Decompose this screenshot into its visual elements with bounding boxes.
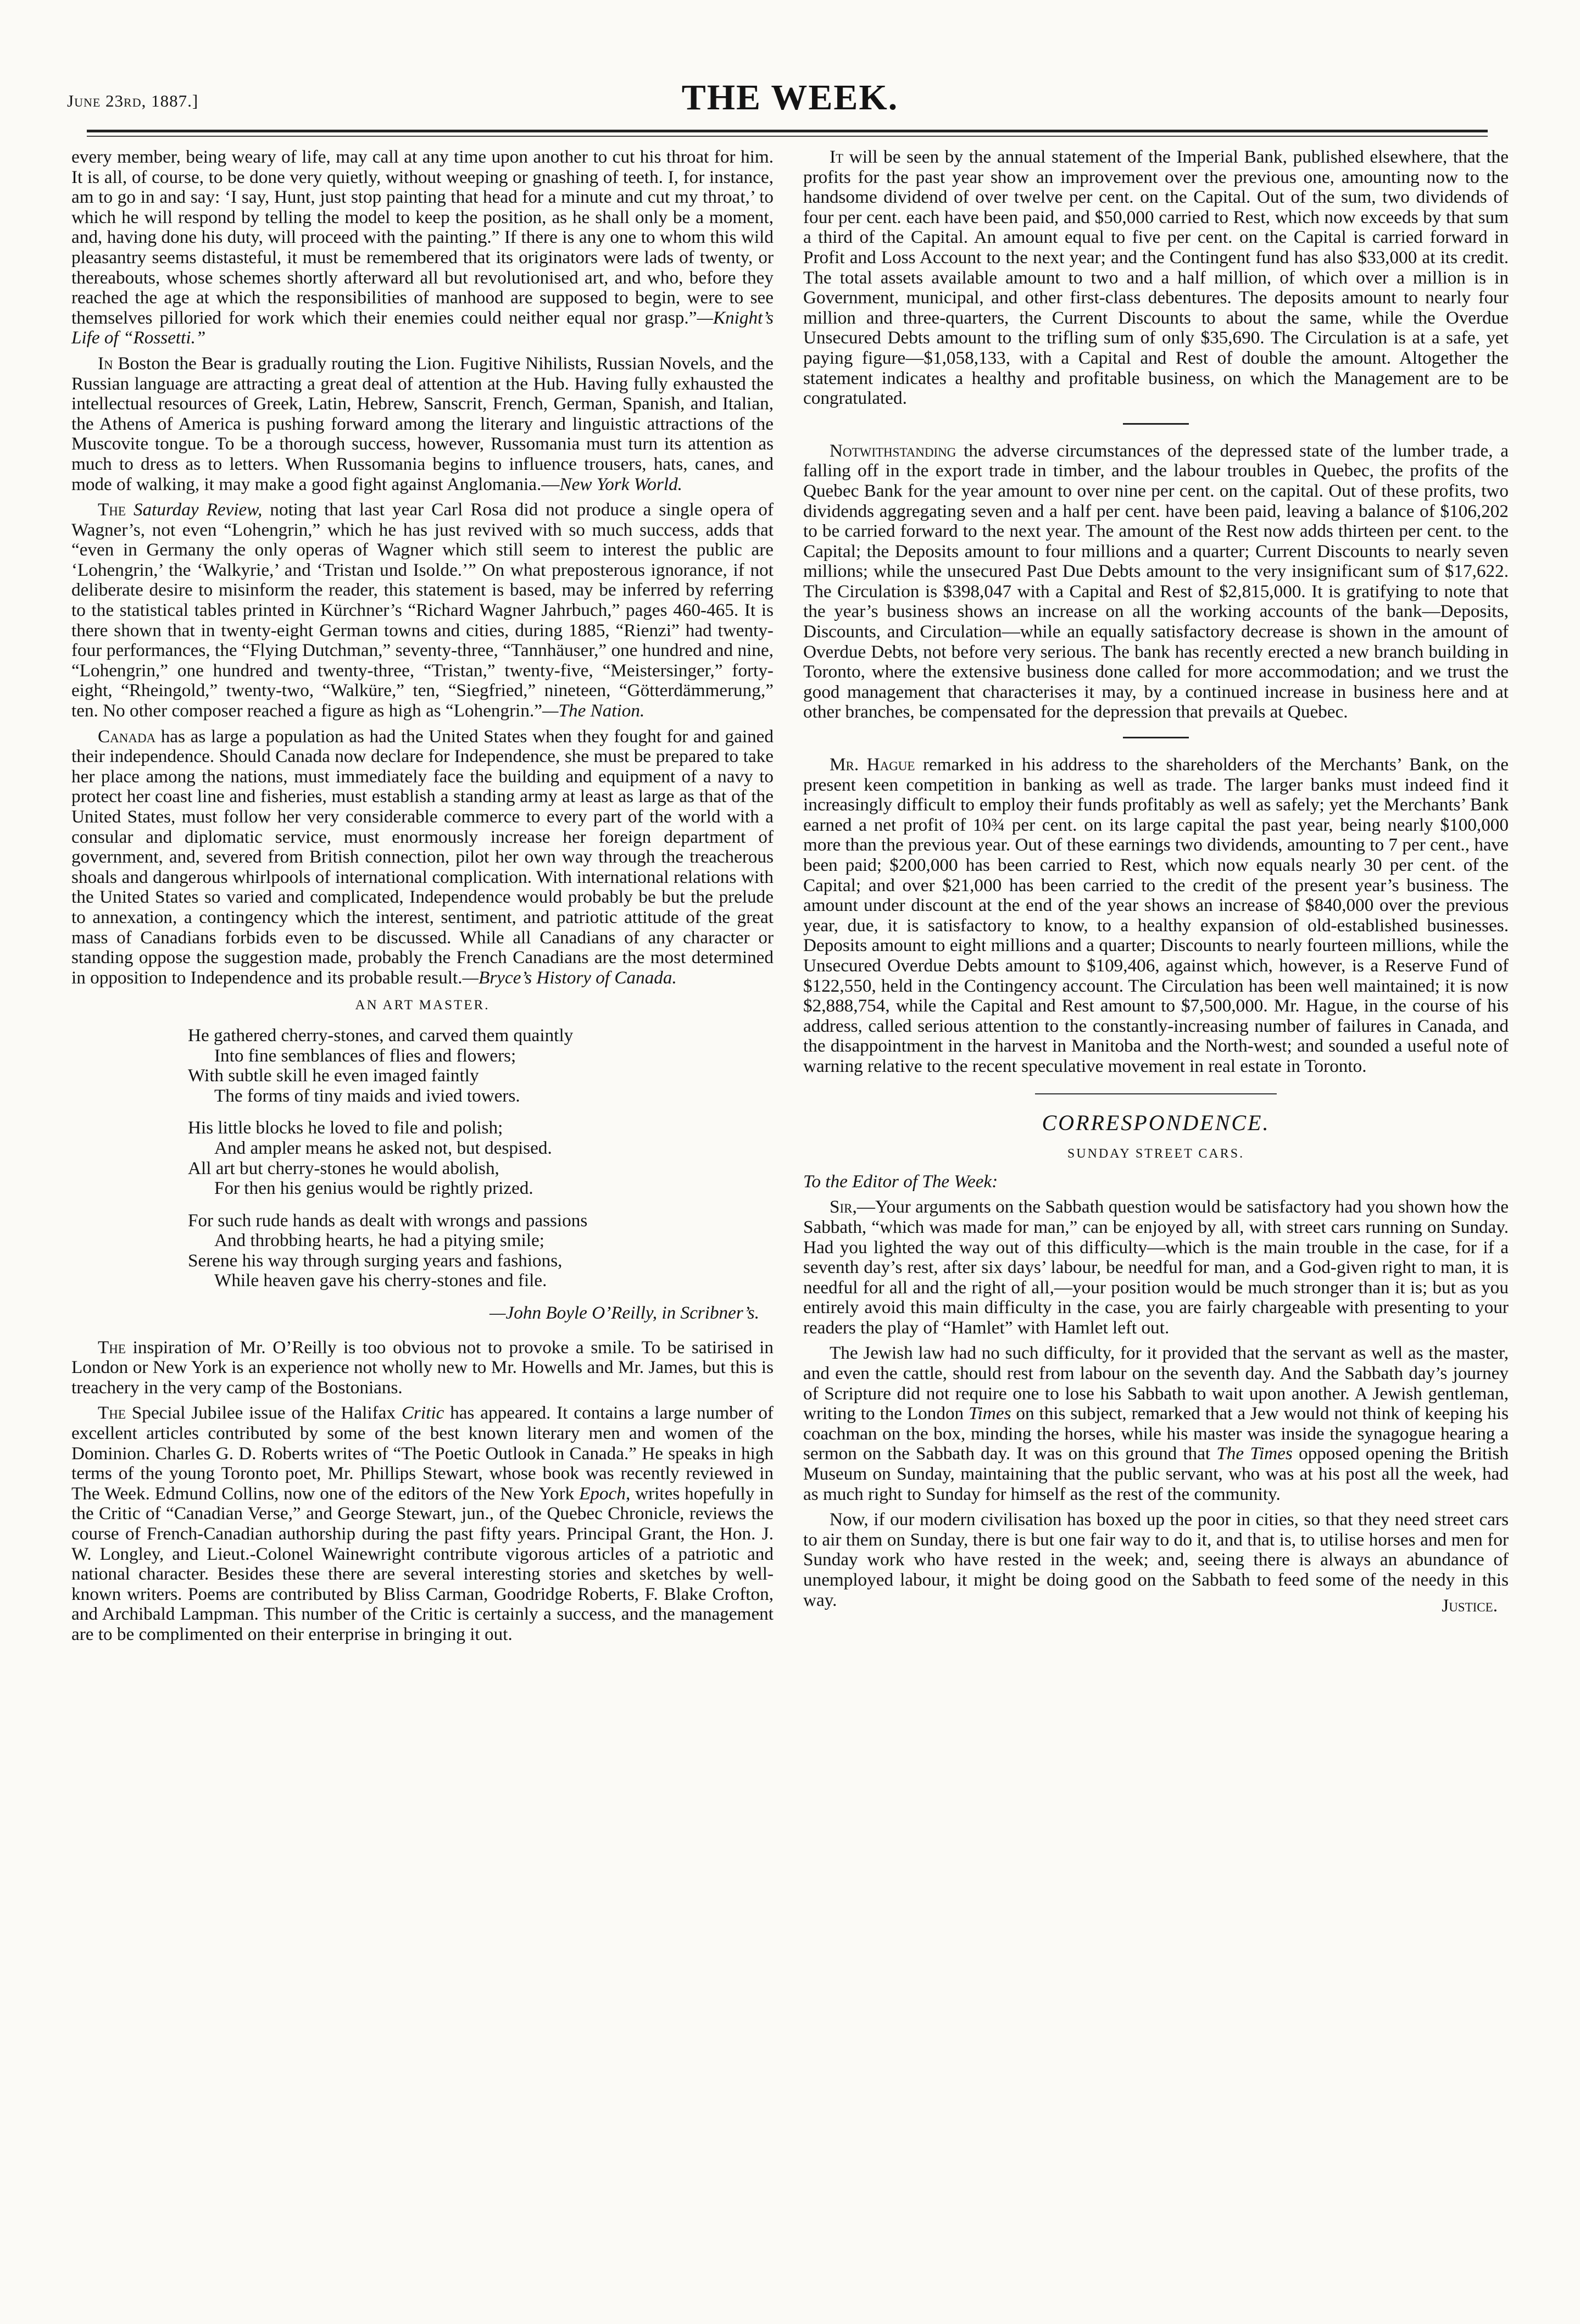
poem-line: With subtle skill he even imaged faintly [188,1065,479,1086]
article-text: The Jewish law had no such difficulty, for it provided that the servant as well as the master, and even the cattle, should rest from labour on the seventh day. And the Sabbath day’s journey of Scripture did not require one to lose his Sabbath to wait upon another. A Jewish gentleman, writing to the London [803,1343,1509,1424]
article-lead: The [98,499,126,520]
poem-line: All art but cherry-stones he would abolish, [188,1158,499,1178]
article-imperial-bank [803,147,1509,409]
article-text: Boston the Bear is gradually routing the Lion. Fugitive Nihilists, Russian Novels, and the Russian language are attracting a great deal of attention at the Hub. Having fully exhausted the intellectual resources of Greek, Latin, Hebrew, Sanscrit, French, German, Spanish, and Italian, the Athens of America is pushing forward among the literary and linguistic attractions of the Muscovite tongue. To be a thorough success, however, Russomania must turn its attention as much to dress as to letters. When Russomania begins to influence trousers, hats, canes, and mode of walking, it may make a good fight against Anglomania.— [71,353,774,494]
article-lead: Canada [98,726,156,747]
article-text: every member, being weary of life, may call at any time upon another to cut his throat for him. It is all, of course, to be done very quietly, without weeping or gnashing of teeth. I, for instance, am to go in and say: ‘I say, Hunt, just stop painting that head for a minute and cut my throat,’ to which he will respond by telling the model to keep the position, as he shall only be a moment, and, having done his duty, will proceed with the painting.” If there is any one to whom this wild pleasantry seems distasteful, it must be remembered that its originators were lads of twenty, or thereabouts, whose schemes shortly afterward all but revolutionised art, and who, before they reached the age at which the responsibilities of manhood are supposed to begin, were to see themselves pilloried for work which their enemies could neither equal nor grasp.” [71,147,774,328]
article-source: —Bryce’s History of Canada. [462,967,677,988]
article-text: writes hopefully in the Critic of “Canadian Verse,” and George Stewart, jun., of the Quebec Chronicle, reviews the course of French-Canadian authorship during the past fifty years. Principal Grant, the Hon. J. W. Longley, and Lieut.-Colonel Wainewright contribute vigorous articles of a patriotic and national character. Besides these there are several interesting stories and sketches by well-known writers. Poems are contributed by Bliss Carman, Goodridge Roberts, F. Blake Crofton, and Archibald Lampman. This number of the Critic is certainly a success, and the management are to be complimented on their enterprise in bringing it out. [71,1483,774,1644]
poem-line: The forms of tiny maids and ivied towers. [214,1085,520,1106]
right-column [803,147,1509,1616]
article-text: will be seen by the annual statement of the Imperial Bank, published elsewhere, that the profits for the past year show an improvement over the previous one, amounting now to the handsome dividend of over twelve per cent. on the Capital. Out of the sum, two dividends of four per cent. each have been paid, and $50,000 carried to Rest, which now exceeds by that sum a third of the Capital. An amount equal to five per cent. on the Capital is carried forward in Profit and Loss Account to the next year; and the Contingent fund has also $33,000 at its credit. The total assets available amount to two and a half million, of which over a million is in Government, municipal, and other first-class debentures. The deposits amount to nearly four million and three-quarters, the Current Discounts to about the same, while the Overdue Unsecured Debts amount to the trifling sum of only $35,690. The Circulation is at a safe, yet paying figure—$1,058,133, with a Capital and Rest of double the amount. Altogether the statement indicates a healthy and profitable business, on which the Management are to be congratulated. [803,147,1509,409]
article-source: —The Nation. [542,700,645,721]
article-lead: Sir, [830,1197,857,1217]
poem-stanza [71,1026,774,1106]
section-divider [1035,1093,1277,1094]
article-merchants-bank [803,755,1509,1077]
section-divider [1123,737,1189,738]
publication-name: Epoch, [579,1483,631,1504]
letter-title: SUNDAY STREET CARS. [1067,1147,1245,1161]
article-text: remarked in his address to the shareholders of the Merchants’ Bank, on the present keen competition in banking as well as trade. The larger banks must indeed find it increasingly difficult to employ their funds profitably as well as safely; yet the Merchants’ Bank earned a net profit of 10¾ per cent. on its large capital the past year, being nearly $100,000 more than the previous year. Out of these earnings two dividends, amounting to 7 per cent., have been paid; $200,000 has been carried to Rest, which now equals nearly 30 per cent. of the Capital; and over $21,000 has been carried to the credit of the present year’s business. The amount under discount at the end of the year shows an increase of $840,000 over the previous year, due, it is satisfactory to know, to a healthy expansion of old-established businesses. Deposits amount to eight millions and a quarter; Discounts to nearly fourteen millions, while the Unsecured Overdue Debts amount to $109,406, against which, however, is a Reserve Fund of $122,550, held in the Contingency account. The Circulation has been well maintained; it is now $2,888,754, while the Capital and Rest amount to $7,500,000. Mr. Hague, in the course of his address, called serious attention to the constantly-increasing number of failures in Canada, and the disappointment in the harvest in Manitoba and the North-west; and sounded a useful note of warning relative to the recent speculative movement in real estate in Toronto. [803,754,1509,1076]
article-lead: It [830,147,844,167]
publication-name: Saturday Review, [133,499,263,520]
publication-name: The Times [1216,1443,1293,1464]
poem-stanza [71,1211,774,1291]
poem-line: And ampler means he asked not, but despised. [214,1137,552,1158]
article-canada [71,727,774,988]
article-text: has appeared. It contains a large number of excellent articles contributed by some of the best known literary men and women of the Dominion. Charles G. D. Roberts writes of “The Poetic Outlook in Canada.” He speaks in high terms of the young Toronto poet, Mr. Phillips Stewart, whose book was recently reviewed in The Week. Edmund Collins, now one of the editors of the New York [71,1403,774,1504]
poem-line: While heaven gave his cherry-stones and file. [214,1270,547,1291]
poem-line: And throbbing hearts, he had a pitying smile; [214,1230,544,1251]
article-boston [71,354,774,494]
poem-stanza [71,1118,774,1198]
article-source: New York World. [559,474,682,494]
poem-title: AN ART MASTER. [355,998,490,1013]
article-lead: In [98,353,113,374]
article-text: inspiration of Mr. O’Reilly is too obvious not to provoke a smile. To be satirised in London or New York is an experience not wholly new to Mr. Howells and Mr. James, but this is treachery in the very camp of the Bostonians. [71,1337,774,1398]
publication-name: Critic [401,1403,444,1424]
letter-paragraph: Now, if our modern civilisation has boxed up the poor in cities, so that they need street cars to air them on Sunday, there is but one fair way to do it, and that is, to utilise horses and men for Sunday work who have rested in the week; and, seeing there is always an abundance of unemployed labour, it might be doing good on the Sabbath to feed some of the needy in this way. [803,1509,1509,1610]
article-text: opposed opening the British Museum on Sunday, maintaining that the public servant, who was at his post all the week, had as much right to Sunday for himself as the rest of the community. [803,1443,1509,1504]
masthead-rule [87,130,1488,137]
article-text: the adverse circumstances of the depressed state of the lumber trade, a falling off in the export trade in timber, and the labour troubles in Quebec, the profits of the Quebec Bank for the year amount to over nine per cent. on the capital. Out of these profits, two dividends aggregating seven and a half per cent. have been paid, leaving a balance of $106,202 to be carried forward to the next year. The amount of the Rest now adds thirteen per cent. to the Capital; the Deposits amount to four millions and a quarter; Current Discounts to nearly seven millions; while the unsecured Past Due Debts amount to the very insignificant sum of $17,622. The Circulation is $398,047 with a Capital and Rest of $2,815,000. It is gratifying to note that the year’s business shows an increase on all the working accounts of the bank—Deposits, Discounts, and Circulation—while an equally satisfactory decrease is shown in the amount of Overdue Debts, not before very serious. The bank has recently erected a new branch building in Toronto, where the extensive business done called for more accommodation; and we trust the good management that characterises it may, by a continued increase in business here and at other branches, be compensated for the depression that prevails at Quebec. [803,440,1509,722]
article-oreilly [71,1338,774,1398]
article-quebec-bank [803,441,1509,722]
letter-paragraph [803,1197,1509,1338]
letter-salutation: To the Editor of The Week: [803,1171,998,1192]
poem-line: His little blocks he loved to file and polish; [188,1117,503,1138]
poem-attribution: —John Boyle O’Reilly, in Scribner’s. [489,1303,759,1324]
article-text: noting that last year Carl Rosa did not produce a single opera of Wagner’s, not even “Lohengrin,” which he has just revived with so much success, adds that “even in Germany the only operas of Wagner which still seem to interest the public are ‘Lohengrin,’ the ‘Walkyrie,’ and ‘Tristan und Isolde.’” On what preposterous ignorance, if not deliberate desire to misinform the reader, this statement is based, may be inferred by referring to the statistical tables printed in Kürchner’s “Richard Wagner Jahrbuch,” pages 460-465. It is there shown that in twenty-eight German towns and cities, during 1885, “Rienzi” had twenty-four performances, the “Flying Dutchman,” seventy-three, “Tannhäuser,” one hundred and nine, “Lohengrin,” one hundred and twenty-three, “Tristan,” twenty-five, “Meistersinger,” forty-eight, “Rheingold,” twenty-two, “Walküre,” ten, “Siegfried,” nineteen, “Götterdämmerung,” ten. No other composer reached a figure as high as “Lohengrin.” [71,499,774,721]
article-text: on this subject, remarked that a Jew would not think of keeping his coachman on the box, minding the horses, while his master was inside the synagogue hearing a sermon on the Sabbath day. It was on this ground that [803,1403,1509,1464]
poem-line: Into fine semblances of flies and flowers; [214,1045,516,1066]
left-column [71,147,774,1650]
article-lead: Mr. Hague [830,754,915,775]
poem [71,1026,774,1291]
section-heading: CORRESPONDENCE. [1042,1110,1270,1135]
poem-line: Serene his way through surging years and fashions, [188,1250,563,1271]
article-rossetti [71,147,774,348]
issue-date: June 23rd, 1887.] [67,91,199,110]
article-text: Special Jubilee issue of the Halifax [125,1403,402,1424]
article-lead: Notwithstanding [830,440,956,461]
article-lead: The [98,1403,126,1424]
masthead [0,0,1580,137]
letter-paragraph [803,1343,1509,1504]
poem-line: He gathered cherry-stones, and carved them quaintly [188,1025,574,1046]
publication-name: Times [969,1403,1011,1424]
section-divider [1123,423,1189,425]
article-halifax-critic [71,1403,774,1644]
article-source: —Knight’s Life of “Rossetti.” [71,307,774,348]
poem-line: For such rude hands as dealt with wrongs and passions [188,1210,588,1231]
poem-line: For then his genius would be rightly prized. [214,1178,533,1199]
newspaper-title: THE WEEK. [681,77,899,118]
letter-signature: Justice. [1442,1595,1498,1616]
article-wagner [71,500,774,721]
article-lead: The [98,1337,126,1358]
article-text: —Your arguments on the Sabbath question would be satisfactory had you shown how the Sabbath, “which was made for man,” can be enjoyed by all, with street cars running on Sunday. Had you lighted the way out of this difficulty—which is the main trouble in the case, for if a seventh day’s rest, after six days’ labour, be needful for man, and a God-given right to man, it is needful for all and the right of all,—your position would be much stronger than it is; but as you entirely avoid this main difficulty in the case, you are fairly chargeable with presenting to your readers the play of “Hamlet” with Hamlet left out. [803,1197,1509,1338]
article-text: has as large a population as had the United States when they fought for and gained their independence. Should Canada now declare for Independence, she must be prepared to take her place among the nations, must immediately face the building and equipment of a navy to protect her coast line and fisheries, must establish a standing army at least as large as that of the United States, must follow her very considerable commerce to every part of the world with a consular and diplomatic service, must enormously increase her foreign department of government, and, severed from British connection, pilot her own way through the treacherous shoals and dangerous whirlpools of international complication. With international relations with the United States so varied and complicated, Independence would probably be but the prelude to annexation, a contingency which the interest, sentiment, and patriotic attitude of the great mass of Canadians forbids even to be discussed. While all Canadians of any character or standing oppose the suggestion made, probably the French Canadians are the most determined in opposition to Independence and its probable result. [71,726,774,988]
